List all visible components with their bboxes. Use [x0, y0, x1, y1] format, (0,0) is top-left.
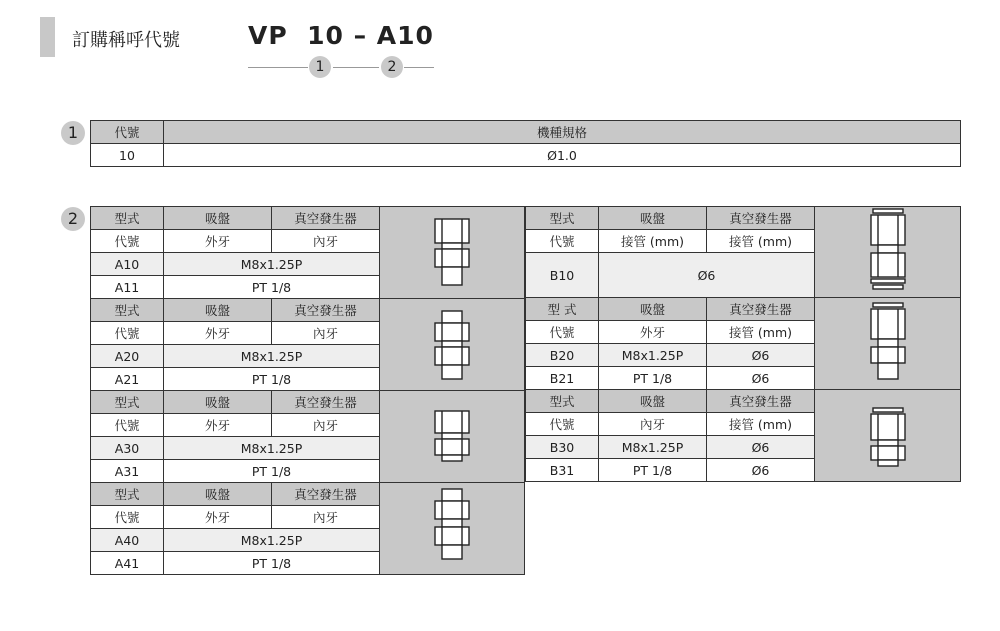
spec-cell: PT 1/8	[164, 460, 380, 483]
fitting-drawing-cell	[815, 298, 961, 390]
table-header-row	[526, 207, 961, 230]
type-table-right	[525, 206, 961, 482]
spec-cell: Ø6	[707, 367, 815, 390]
code-underline	[248, 67, 308, 68]
fitting-drawing-cell	[815, 207, 961, 298]
spec-cell: Ø6	[599, 253, 815, 298]
fitting-b20-icon	[868, 301, 908, 387]
spec-cell: PT 1/8	[164, 276, 380, 299]
code-cell: B20	[526, 344, 599, 367]
code-cell: 代號	[526, 321, 599, 344]
code-underline	[404, 67, 434, 68]
fitting-a40-icon	[432, 487, 472, 571]
spec-cell: Ø6	[707, 344, 815, 367]
sub-cell: 內牙	[599, 413, 707, 436]
sub-cell: 外牙	[164, 506, 272, 529]
spec-cell: PT 1/8	[599, 367, 707, 390]
spec-cell: M8x1.25P	[599, 344, 707, 367]
header-cell: 真空發生器	[707, 207, 815, 230]
fitting-drawing-cell	[380, 299, 525, 391]
code-cell: A10	[91, 253, 164, 276]
table-header-row	[526, 298, 961, 321]
header-cell: 吸盤	[164, 299, 272, 322]
sub-cell: 接管 (mm)	[599, 230, 707, 253]
code-cell: B31	[526, 459, 599, 482]
model-spec-table	[90, 120, 961, 167]
fitting-drawing-cell	[380, 391, 525, 483]
code-cell: A31	[91, 460, 164, 483]
table-header-row	[91, 299, 525, 322]
spec-cell: PT 1/8	[164, 552, 380, 575]
ordering-code-label: 訂購稱呼代號	[72, 30, 180, 51]
fitting-a20-icon	[432, 307, 472, 383]
spec-cell: Ø6	[707, 436, 815, 459]
sub-cell: 外牙	[164, 230, 272, 253]
header-cell: 型式	[91, 483, 164, 506]
table-header-row	[91, 121, 961, 144]
code-cell: B10	[526, 253, 599, 298]
sub-cell: 接管 (mm)	[707, 413, 815, 436]
code-marker-2: 2	[381, 56, 403, 78]
fitting-drawing-cell	[380, 207, 525, 299]
code-cell: 代號	[526, 230, 599, 253]
code-cell: A41	[91, 552, 164, 575]
sub-cell: 外牙	[164, 322, 272, 345]
code-cell: 10	[91, 144, 164, 167]
code-cell: 代號	[91, 414, 164, 437]
fitting-drawing-cell	[815, 390, 961, 482]
header-cell: 吸盤	[599, 207, 707, 230]
header-cell: 機種規格	[164, 121, 961, 144]
code-cell: B21	[526, 367, 599, 390]
spec-cell: M8x1.25P	[599, 436, 707, 459]
header-cell: 吸盤	[164, 207, 272, 230]
sub-cell: 內牙	[272, 414, 380, 437]
sub-cell: 外牙	[164, 414, 272, 437]
type-table-left	[90, 206, 525, 575]
fitting-drawing-cell	[380, 483, 525, 575]
spec-cell: Ø6	[707, 459, 815, 482]
fitting-a10-icon	[432, 215, 472, 291]
spec-cell: PT 1/8	[599, 459, 707, 482]
table-header-row	[526, 390, 961, 413]
header-cell: 型式	[91, 207, 164, 230]
code-cell: A30	[91, 437, 164, 460]
ordering-code-example: VP 10 – A10	[248, 21, 434, 50]
code-cell: 代號	[91, 506, 164, 529]
header-cell: 吸盤	[599, 390, 707, 413]
table-header-row	[91, 391, 525, 414]
sub-cell: 內牙	[272, 230, 380, 253]
code-cell: A20	[91, 345, 164, 368]
table-header-row	[91, 483, 525, 506]
sub-cell: 接管 (mm)	[707, 230, 815, 253]
sub-cell: 接管 (mm)	[707, 321, 815, 344]
fitting-a30-icon	[432, 399, 472, 475]
header-cell: 型式	[91, 391, 164, 414]
section-1-marker: 1	[61, 121, 85, 145]
spec-cell: M8x1.25P	[164, 529, 380, 552]
header-cell: 真空發生器	[272, 483, 380, 506]
header-cell: 吸盤	[599, 298, 707, 321]
header-cell: 真空發生器	[272, 391, 380, 414]
spec-cell: Ø1.0	[164, 144, 961, 167]
header-cell: 型式	[526, 390, 599, 413]
code-cell: 代號	[91, 322, 164, 345]
spec-cell: PT 1/8	[164, 368, 380, 391]
code-cell: 代號	[526, 413, 599, 436]
header-cell: 吸盤	[164, 483, 272, 506]
section-2-marker: 2	[61, 207, 85, 231]
code-cell: A11	[91, 276, 164, 299]
table-header-row	[91, 207, 525, 230]
code-cell: 代號	[91, 230, 164, 253]
header-cell: 型式	[526, 207, 599, 230]
code-cell: A40	[91, 529, 164, 552]
table-row	[91, 144, 961, 167]
header-cell: 型式	[91, 299, 164, 322]
header-cell: 真空發生器	[707, 298, 815, 321]
fitting-b10-icon	[868, 207, 908, 297]
header-cell: 真空發生器	[707, 390, 815, 413]
fitting-b30-icon	[868, 396, 908, 476]
header-cell: 吸盤	[164, 391, 272, 414]
code-underline	[333, 67, 379, 68]
spec-cell: M8x1.25P	[164, 253, 380, 276]
header-cell: 型 式	[526, 298, 599, 321]
code-cell: B30	[526, 436, 599, 459]
code-marker-1: 1	[309, 56, 331, 78]
sub-cell: 外牙	[599, 321, 707, 344]
sub-cell: 內牙	[272, 322, 380, 345]
title-accent-bar	[40, 17, 55, 57]
code-cell: A21	[91, 368, 164, 391]
spec-cell: M8x1.25P	[164, 345, 380, 368]
sub-cell: 內牙	[272, 506, 380, 529]
header-cell: 真空發生器	[272, 299, 380, 322]
spec-cell: M8x1.25P	[164, 437, 380, 460]
header-cell: 代號	[91, 121, 164, 144]
header-cell: 真空發生器	[272, 207, 380, 230]
